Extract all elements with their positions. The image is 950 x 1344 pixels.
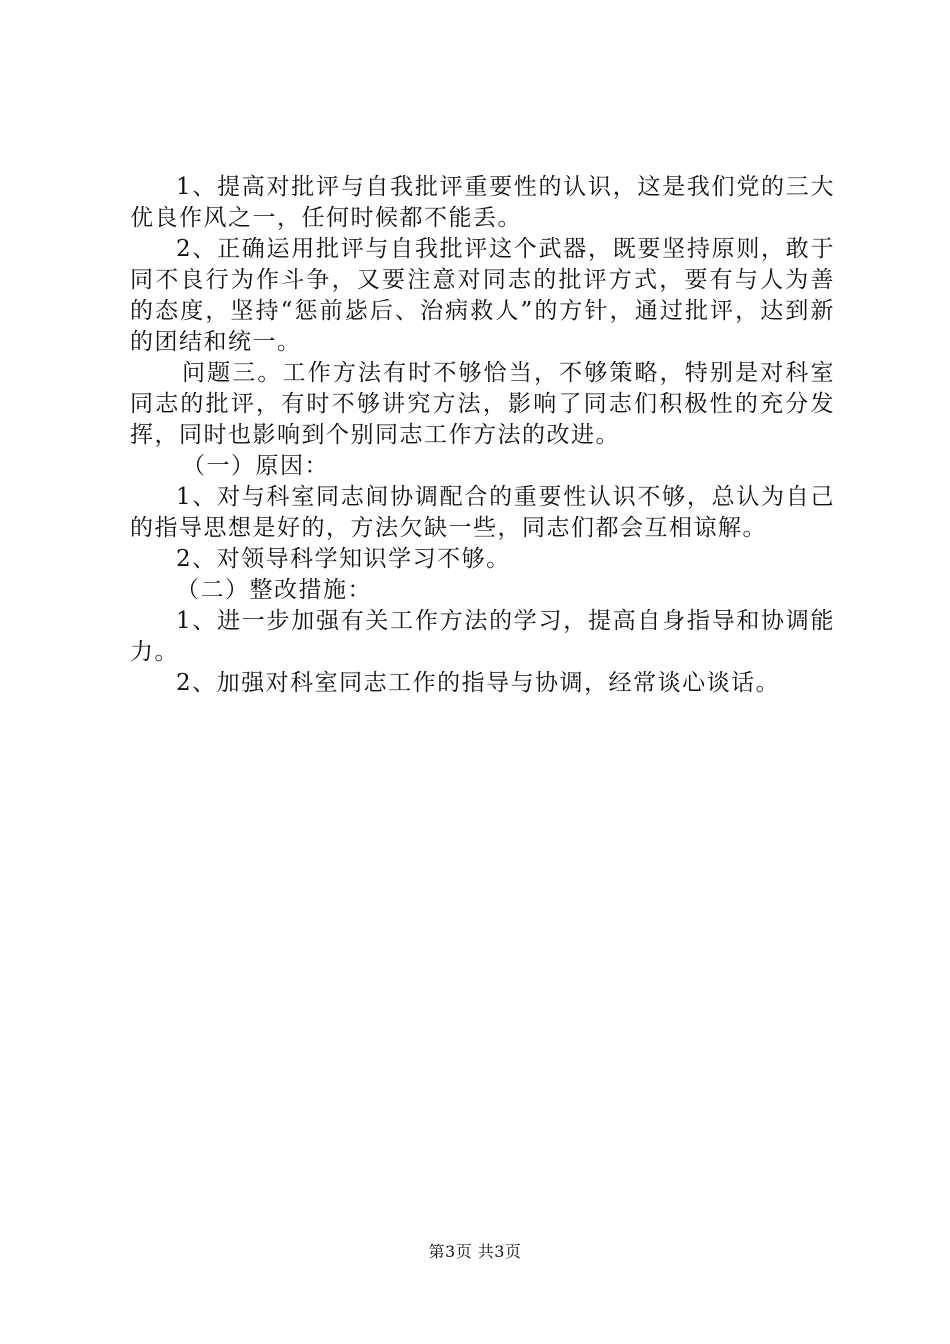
paragraph-cause-one: 1、对与科室同志间协调配合的重要性认识不够，总认为自己的指导思想是好的，方法欠缺一些，同志们都会互相谅解。 — [130, 484, 835, 541]
paragraph-criticism-awareness: 1、提高对批评与自我批评重要性的认识，这是我们党的三大优良作风之一，任何时候都不能丢。 — [130, 174, 835, 231]
paragraph-measure-two: 2、加强对科室同志工作的指导与协调，经常谈心谈话。 — [176, 670, 781, 696]
section-heading-causes: （一）原因： — [182, 453, 329, 479]
page-footer — [0, 1241, 950, 1263]
page-number: 第3页 共3页 — [428, 1242, 522, 1261]
paragraph-problem-three: 问题三。工作方法有时不够恰当，不够策略，特别是对科室同志的批评，有时不够讲究方法，影响了同志们积极性的充分发挥，同时也影响到个别同志工作方法的改进。 — [130, 360, 835, 448]
document-body — [130, 172, 835, 699]
paragraph-criticism-method: 2、正确运用批评与自我批评这个武器，既要坚持原则，敢于同不良行为作斗争，又要注意对同志的批评方式，要有与人为善的态度，坚持“惩前毖后、治病救人”的方针，通过批评，达到新的团结和统一。 — [130, 236, 835, 355]
section-heading-measures: （二）整改措施： — [176, 577, 372, 603]
paragraph-measure-one: 1、进一步加强有关工作方法的学习，提高自身指导和协调能力。 — [130, 608, 835, 665]
paragraph-cause-two: 2、对领导科学知识学习不够。 — [176, 546, 511, 572]
